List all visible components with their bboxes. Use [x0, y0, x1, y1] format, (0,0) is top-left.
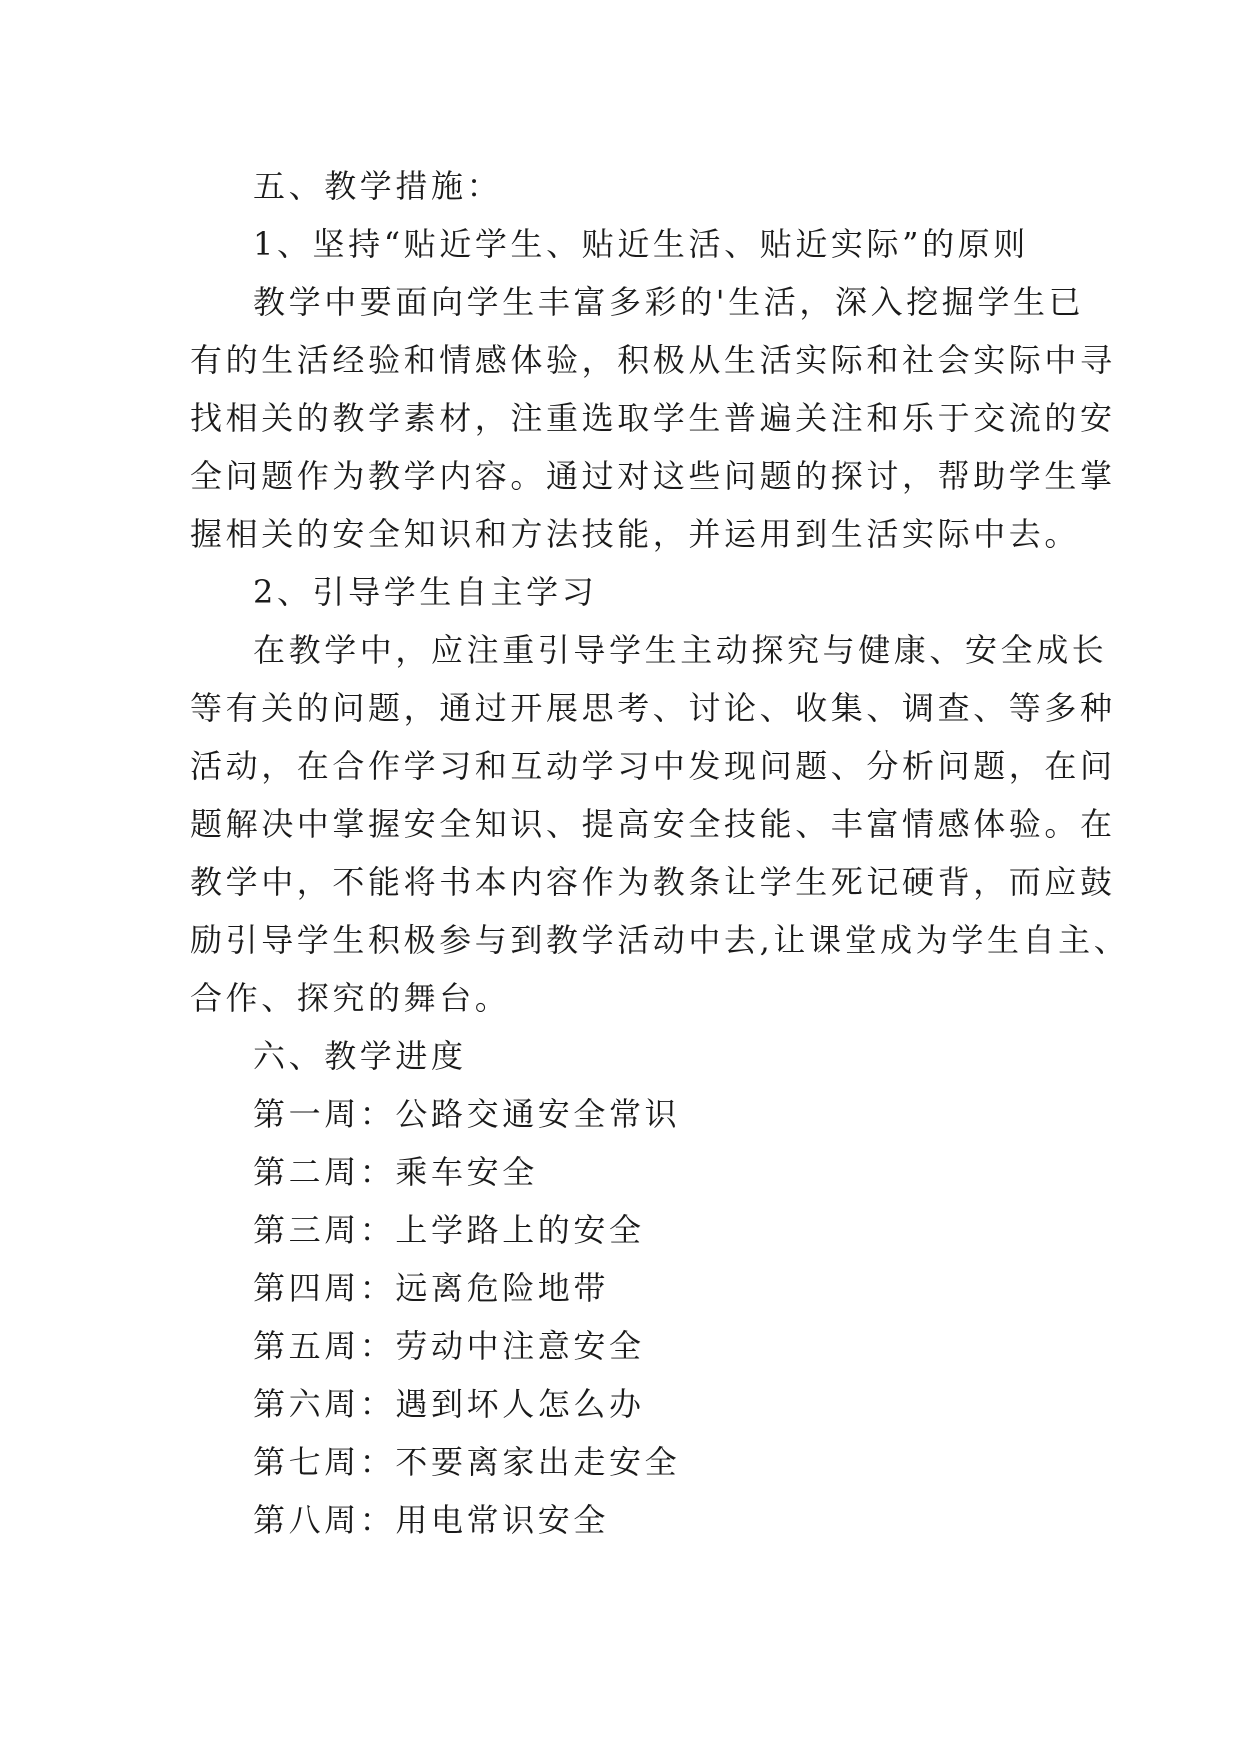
- paragraph-line: 握相关的安全知识和方法技能，并运用到生活实际中去。: [190, 515, 1081, 553]
- paragraph-line: 教学中，不能将书本内容作为教条让学生死记硬背，而应鼓: [190, 863, 1116, 901]
- schedule-item: 第七周：不要离家出走安全: [253, 1443, 681, 1481]
- schedule-item: 第四周：远离危险地带: [253, 1269, 610, 1307]
- schedule-item: 第二周：乘车安全: [253, 1153, 538, 1191]
- schedule-item: 第三周：上学路上的安全: [253, 1211, 645, 1249]
- paragraph-line: 活动，在合作学习和互动学习中发现问题、分析问题，在问: [190, 747, 1116, 785]
- paragraph-line: 找相关的教学素材，注重选取学生普遍关注和乐于交流的安: [190, 399, 1116, 437]
- paragraph-line: 合作、探究的舞台。: [190, 979, 511, 1017]
- schedule-item: 第六周：遇到坏人怎么办: [253, 1385, 645, 1423]
- measure-2-title: 2、引导学生自主学习: [253, 573, 598, 611]
- paragraph-line: 等有关的问题，通过开展思考、讨论、收集、调查、等多种: [190, 689, 1116, 727]
- paragraph-line: 在教学中，应注重引导学生主动探究与健康、安全成长: [253, 631, 1108, 669]
- schedule-item: 第八周：用电常识安全: [253, 1501, 610, 1539]
- paragraph-line: 励引导学生积极参与到教学活动中去,让课堂成为学生自主、: [190, 921, 1130, 959]
- section-heading-teaching-schedule: 六、教学进度: [253, 1037, 467, 1075]
- paragraph-line: 全问题作为教学内容。通过对这些问题的探讨，帮助学生掌: [190, 457, 1116, 495]
- paragraph-line: 题解决中掌握安全知识、提高安全技能、丰富情感体验。在: [190, 805, 1116, 843]
- paragraph-line: 有的生活经验和情感体验，积极从生活实际和社会实际中寻: [190, 341, 1116, 379]
- schedule-item: 第五周：劳动中注意安全: [253, 1327, 645, 1365]
- section-heading-teaching-measures: 五、教学措施：: [253, 167, 503, 205]
- paragraph-line: 教学中要面向学生丰富多彩的'生活，深入挖掘学生已: [253, 283, 1085, 321]
- measure-1-title: 1、坚持“贴近学生、贴近生活、贴近实际”的原则: [253, 225, 1029, 263]
- schedule-item: 第一周：公路交通安全常识: [253, 1095, 681, 1133]
